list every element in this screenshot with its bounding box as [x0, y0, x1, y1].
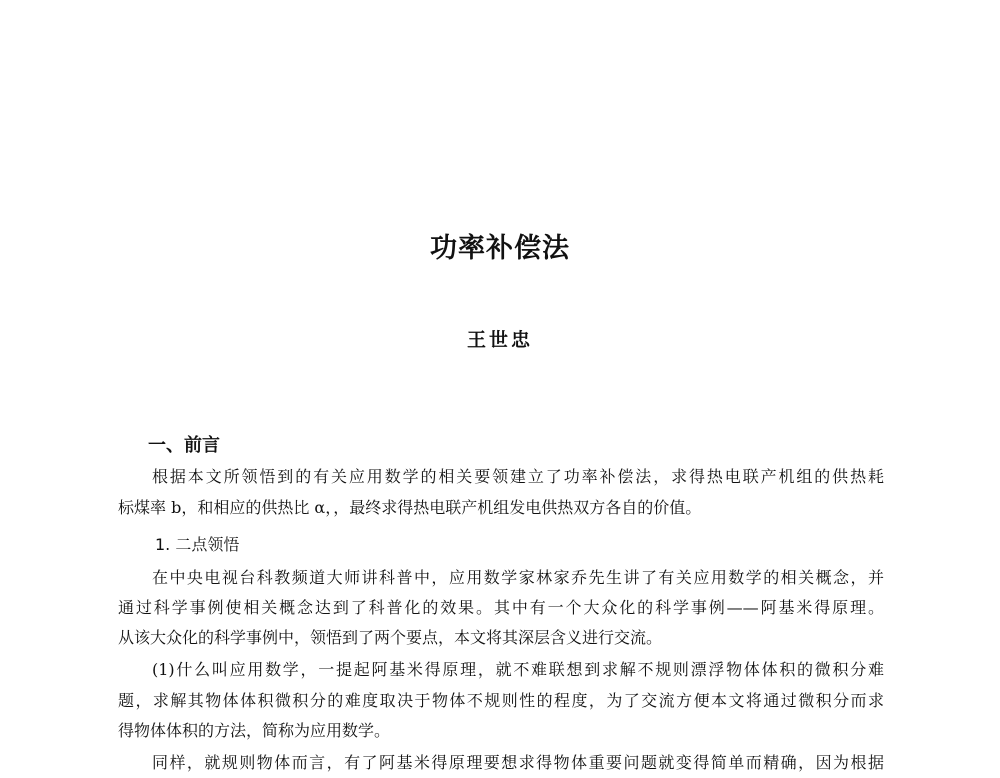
paragraph-line: 同样，就规则物体而言，有了阿基米得原理要想求得物体重要问题就变得简单而精确，因为根据	[152, 753, 884, 772]
paragraph-line: 题，求解其物体体积微积分的难度取决于物体不规则性的程度，为了交流方便本文将通过微积分而求	[118, 691, 884, 710]
section-heading: 一、前言	[148, 435, 220, 456]
paper-title: 功率补偿法	[430, 233, 570, 264]
paragraph-line: 通过科学事例使相关概念达到了科普化的效果。其中有一个大众化的科学事例——阿基米得原理。	[118, 598, 884, 617]
paragraph-line: 得物体体积的方法，简称为应用数学。	[118, 721, 391, 740]
paragraph-line: (1)什么叫应用数学，一提起阿基米得原理，就不难联想到求解不规则漂浮物体体积的微积分难	[152, 660, 884, 679]
paragraph-line: 在中央电视台科教频道大师讲科普中，应用数学家林家乔先生讲了有关应用数学的相关概念，并	[152, 568, 884, 587]
subsection-heading: 1. 二点领悟	[155, 535, 240, 554]
paragraph-line: 标煤率 b，和相应的供热比 α，，最终求得热电联产机组发电供热双方各自的价值。	[118, 498, 702, 517]
author-name: 王世忠	[466, 329, 533, 351]
paragraph-line: 从该大众化的科学事例中，领悟到了两个要点，本文将其深层含义进行交流。	[118, 628, 663, 647]
paragraph-line: 根据本文所领悟到的有关应用数学的相关要领建立了功率补偿法，求得热电联产机组的供热耗	[152, 467, 884, 486]
